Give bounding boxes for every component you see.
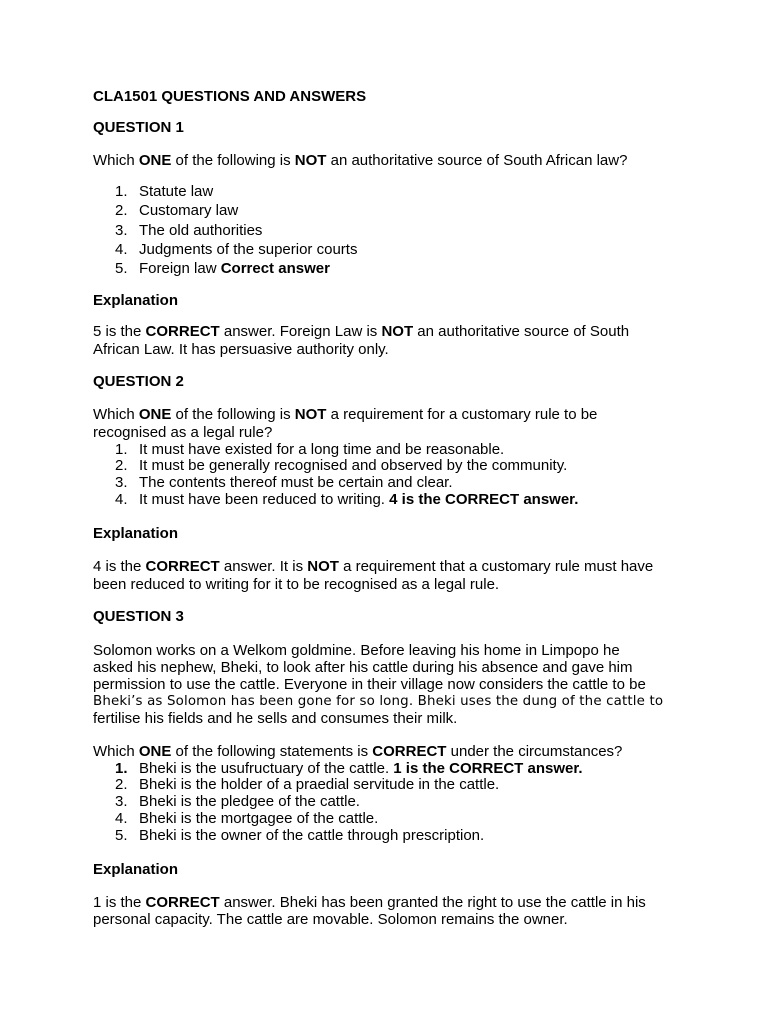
question-2-prompt-line-2: recognised as a legal rule? — [93, 424, 273, 441]
q3-option-4: Bheki is the mortgagee of the cattle. — [139, 810, 379, 827]
question-1-prompt: Which ONE of the following is NOT an authoritative source of South African law? — [93, 152, 628, 169]
q2-option-2-number: 2. — [115, 457, 128, 474]
q3-option-1: Bheki is the usufructuary of the cattle. 1 is the CORRECT answer. — [139, 760, 583, 777]
q2-option-3-number: 3. — [115, 474, 128, 491]
q1-option-1-number: 1. — [115, 183, 128, 200]
q3-explanation-heading: Explanation — [93, 861, 179, 878]
q2-option-1: It must have existed for a long time and be reasonable. — [139, 441, 505, 458]
q3-scenario-line-2: asked his nephew, Bheki, to look after his cattle during his absence and gave him — [93, 659, 633, 676]
q2-correct-marker: 4 is the CORRECT answer. — [389, 491, 579, 508]
q1-option-4: Judgments of the superior courts — [139, 241, 358, 258]
q3-option-2: Bheki is the holder of a praedial servitude in the cattle. — [139, 776, 500, 793]
question-2-heading: QUESTION 2 — [93, 373, 184, 390]
q2-option-1-number: 1. — [115, 441, 128, 458]
q3-scenario-line-4: Bheki’s as Solomon has been gone for so long. Bheki uses the dung of the cattle to — [93, 694, 664, 709]
q1-explanation-heading: Explanation — [93, 292, 179, 309]
q3-scenario-line-5: fertilise his fields and he sells and consumes their milk. — [93, 710, 458, 727]
q1-option-5: Foreign law Correct answer — [139, 260, 330, 277]
q3-option-4-number: 4. — [115, 810, 128, 827]
document-title: CLA1501 QUESTIONS AND ANSWERS — [93, 88, 367, 105]
q3-option-1-number: 1. — [115, 760, 128, 777]
q1-correct-marker: Correct answer — [220, 260, 330, 277]
q1-option-5-number: 5. — [115, 260, 128, 277]
q3-correct-marker: 1 is the CORRECT answer. — [393, 760, 583, 777]
q3-scenario-line-1: Solomon works on a Welkom goldmine. Before leaving his home in Limpopo he — [93, 642, 620, 659]
q1-option-1: Statute law — [139, 183, 214, 200]
q2-option-4-number: 4. — [115, 491, 128, 508]
q1-option-2: Customary law — [139, 202, 239, 219]
q3-option-2-number: 2. — [115, 776, 128, 793]
question-3-prompt: Which ONE of the following statements is CORRECT under the circumstances? — [93, 743, 623, 760]
q3-option-5-number: 5. — [115, 827, 128, 844]
q3-option-3-number: 3. — [115, 793, 128, 810]
q1-option-2-number: 2. — [115, 202, 128, 219]
q2-option-3: The contents thereof must be certain and clear. — [139, 474, 453, 491]
question-1-heading: QUESTION 1 — [93, 119, 184, 136]
q1-option-3: The old authorities — [139, 222, 263, 239]
q1-option-4-number: 4. — [115, 241, 128, 258]
q3-explanation-line-1: 1 is the CORRECT answer. Bheki has been granted the right to use the cattle in his — [93, 894, 646, 911]
question-2-prompt-line-1: Which ONE of the following is NOT a requirement for a customary rule to be — [93, 406, 598, 423]
q2-option-4: It must have been reduced to writing. 4 is the CORRECT answer. — [139, 491, 579, 508]
q2-explanation-line-1: 4 is the CORRECT answer. It is NOT a requirement that a customary rule must have — [93, 558, 654, 575]
q1-explanation-line-1: 5 is the CORRECT answer. Foreign Law is NOT an authoritative source of South — [93, 323, 630, 340]
q1-explanation-line-2: African Law. It has persuasive authority only. — [93, 341, 389, 358]
question-3-heading: QUESTION 3 — [93, 608, 184, 625]
q2-explanation-heading: Explanation — [93, 525, 179, 542]
q2-option-2: It must be generally recognised and observed by the community. — [139, 457, 568, 474]
q3-scenario-line-3: permission to use the cattle. Everyone in their village now considers the cattle to be — [93, 676, 646, 693]
q1-option-3-number: 3. — [115, 222, 128, 239]
q3-option-5: Bheki is the owner of the cattle through prescription. — [139, 827, 485, 844]
q3-explanation-line-2: personal capacity. The cattle are movable. Solomon remains the owner. — [93, 911, 568, 928]
q2-explanation-line-2: been reduced to writing for it to be recognised as a legal rule. — [93, 576, 500, 593]
q3-option-3: Bheki is the pledgee of the cattle. — [139, 793, 360, 810]
